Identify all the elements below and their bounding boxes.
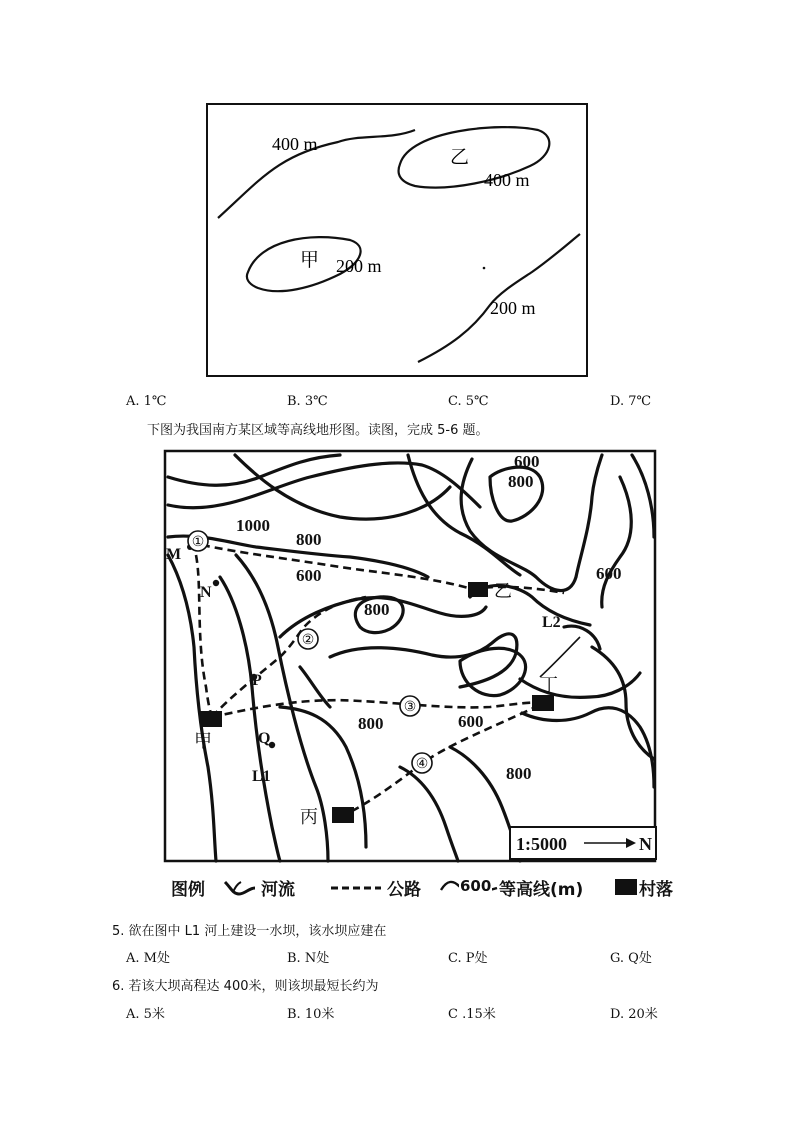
q4-option-b[interactable]: B. 3℃ [287, 394, 328, 409]
label-yi: 乙 [450, 147, 470, 168]
q6-stem: 6. 若该大坝高程达 400米，则该坝最短长约为 [112, 979, 379, 994]
village-label-jia: 甲 [194, 731, 212, 751]
topographic-map [160, 447, 664, 869]
scale-text: 1:5000 [516, 834, 567, 854]
contour-label: 600 [296, 566, 322, 585]
label-200-right: 200 m [490, 298, 536, 318]
village-ding-marker [532, 695, 554, 711]
contour-label: 1000 [236, 516, 270, 535]
contour-path [330, 634, 517, 687]
label-200-jia: 200 m [336, 256, 382, 276]
map-legend [163, 872, 683, 902]
contour-path [602, 477, 632, 607]
q6-option-c[interactable]: C .15米 [448, 1007, 496, 1022]
contour-path [522, 708, 654, 787]
circle-label-1: ① [191, 535, 205, 550]
label-N: N [200, 584, 212, 601]
contour-label: 800 [358, 714, 384, 733]
figure1-frame [207, 104, 587, 376]
contour-label: 600 [458, 712, 484, 731]
village-label-bing: 丙 [300, 807, 318, 827]
point-N [213, 580, 219, 586]
label-400-top: 400 m [272, 134, 318, 154]
contour-label: 800 [506, 764, 532, 783]
village-label-yi: 乙 [494, 581, 512, 601]
q6-option-b[interactable]: B. 10米 [287, 1007, 335, 1022]
label-400-yi: 400 m [484, 170, 530, 190]
label-M: M [166, 546, 182, 563]
river-icon [223, 878, 257, 898]
road-path [202, 545, 472, 589]
q4-option-c[interactable]: C. 5℃ [448, 394, 489, 409]
village-jia-marker [200, 711, 222, 727]
contour-label: 600 [596, 564, 622, 583]
legend-title: 图例 [171, 880, 205, 900]
q5-option-d[interactable]: G. Q处 [610, 951, 652, 966]
village-label-ding: 丁 [540, 675, 558, 695]
q5-stem: 5. 欲在图中 L1 河上建设一水坝，该水坝应建在 [112, 924, 387, 939]
legend-road: 公路 [387, 880, 421, 900]
label-jia: 甲 [300, 250, 320, 271]
contour-path [592, 647, 654, 759]
circle-label-3: ③ [403, 700, 417, 715]
contour-label: 800 [364, 600, 390, 619]
small-dot [483, 267, 486, 270]
legend-contour: 等高线(m) [499, 880, 584, 900]
contour-path [564, 626, 600, 649]
legend-contour-sample: 600 [460, 877, 492, 895]
legend-river: 河流 [261, 880, 295, 900]
contour-path [632, 455, 654, 537]
q5-option-c[interactable]: C. P处 [448, 951, 488, 966]
contour-label: 800 [296, 530, 322, 549]
village-yi-marker [468, 582, 488, 597]
legend-village: 村落 [639, 880, 673, 900]
q6-option-d[interactable]: D. 20米 [610, 1007, 658, 1022]
contour-path [280, 707, 366, 847]
label-L2: L2 [542, 614, 561, 631]
contour-label: 800 [508, 472, 534, 491]
q4-option-a[interactable]: A. 1℃ [126, 394, 167, 409]
circle-label-2: ② [301, 633, 315, 648]
q5-option-a[interactable]: A. M处 [126, 951, 170, 966]
road-icon [331, 884, 381, 892]
q6-option-a[interactable]: A. 5米 [126, 1007, 165, 1022]
section-intro: 下图为我国南方某区域等高线地形图。读图，完成 5-6 题。 [147, 423, 489, 438]
contour-path [168, 455, 340, 485]
label-P: P [252, 672, 262, 689]
river-L2 [540, 637, 580, 677]
label-L1: L1 [252, 768, 271, 785]
label-Q: Q [258, 730, 271, 747]
contour-figure-1 [200, 100, 600, 382]
village-icon [615, 879, 637, 895]
village-bing-marker [332, 807, 354, 823]
contour-label: 600 [514, 452, 540, 471]
contour-path [400, 767, 458, 861]
north-label: N [639, 834, 652, 854]
q5-option-b[interactable]: B. N处 [287, 951, 330, 966]
circle-label-4: ④ [415, 757, 429, 772]
q4-option-d[interactable]: D. 7℃ [610, 394, 652, 409]
